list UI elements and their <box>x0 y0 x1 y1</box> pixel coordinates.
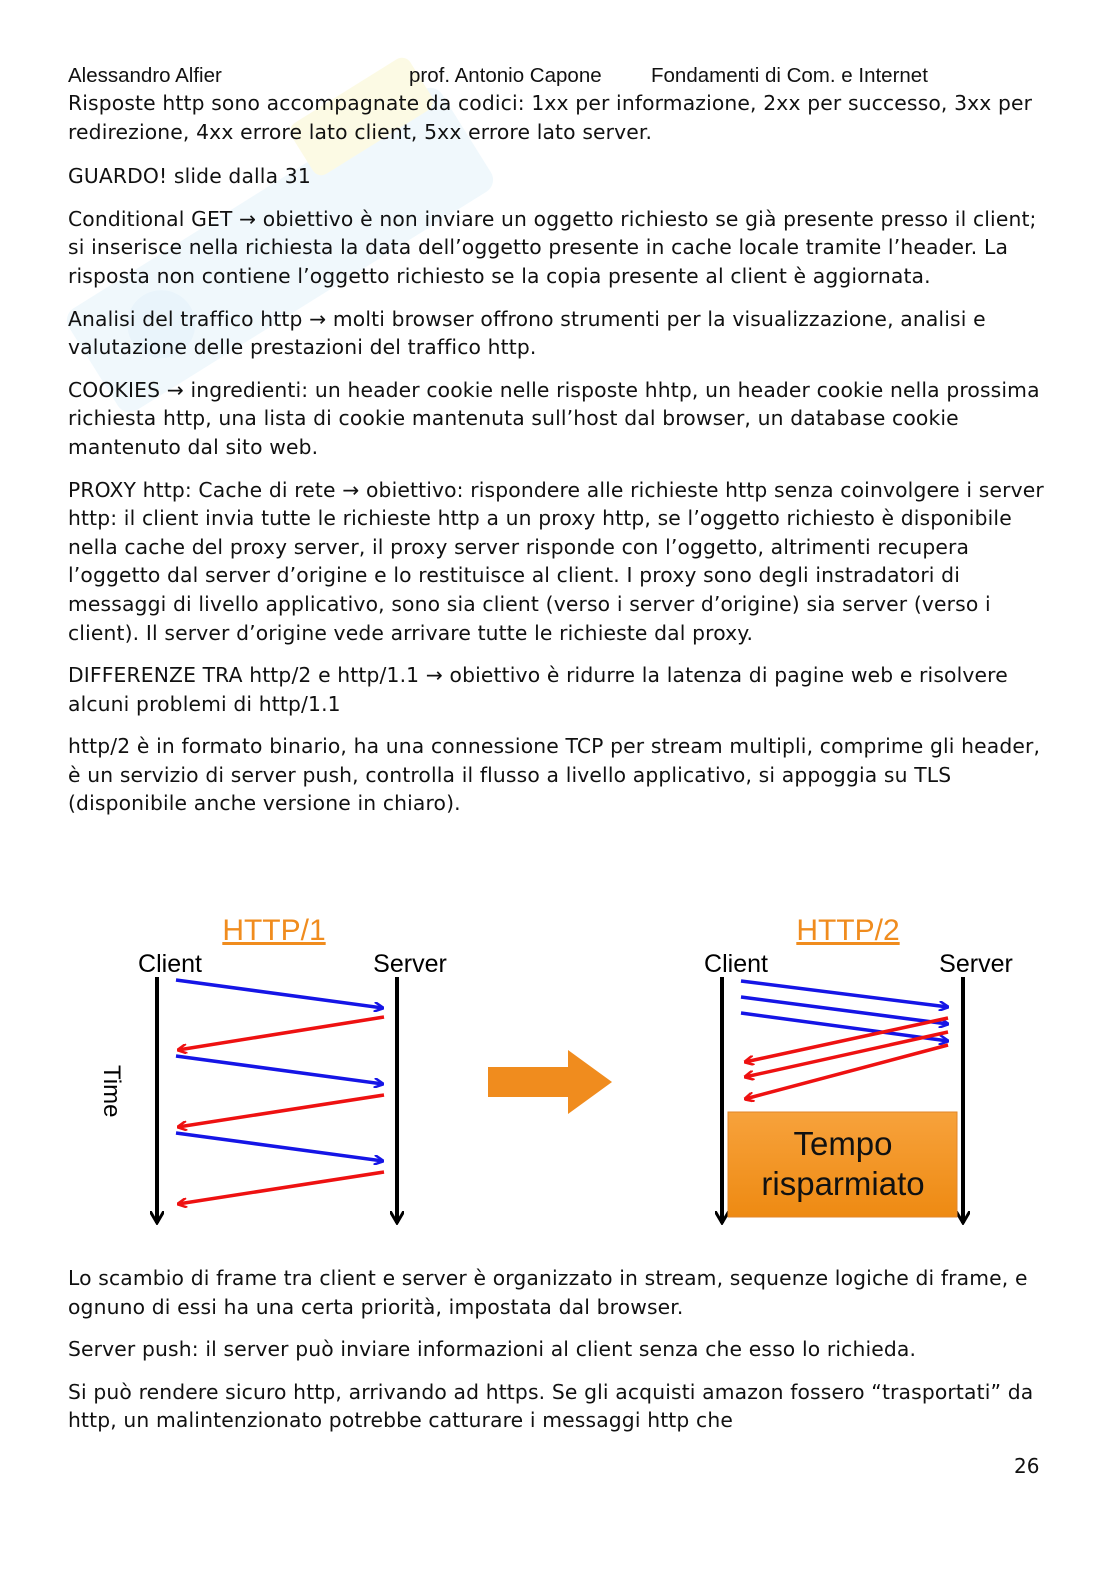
page-number: 26 <box>1014 1454 1040 1478</box>
paragraph-frame-streams: Lo scambio di frame tra client e server è organizzato in stream, sequenze logiche di frame, e ognuno di essi ha una certa priorità, impostata dal browser. <box>68 1266 1028 1319</box>
transition-arrow-icon <box>488 1050 612 1114</box>
http2-server-label: Server <box>939 950 1013 978</box>
paragraph-traffic-analysis: Analisi del traffico http → molti browser offrono strumenti per la visualizzazione, analisi e valutazione delle prestazioni del traffico http. <box>68 306 986 360</box>
http1-request-2 <box>176 1056 383 1084</box>
http2-title: HTTP/2 <box>796 914 900 947</box>
header-author: Alessandro Alfier <box>68 64 222 87</box>
http1-response-3 <box>178 1172 384 1204</box>
header-professor: prof. Antonio Capone <box>409 64 602 87</box>
http-diagram <box>90 905 1030 1240</box>
http2-request-2 <box>741 997 948 1024</box>
paragraph-slide-note: GUARDO! slide dalla 31 <box>68 164 311 189</box>
paragraph-cookies: COOKIES → ingredienti: un header cookie nelle risposte hhtp, un header cookie nella prossima richiesta http, una lista di cookie mantenuta sull’host dal browser, un database cookie mantenuto dal sito web. <box>68 377 1040 459</box>
saved-time-line-2: risparmiato <box>761 1165 925 1202</box>
http1-request-3 <box>176 1133 383 1161</box>
http1-title: HTTP/1 <box>222 914 326 947</box>
page-header <box>68 64 1048 90</box>
http1-client-label: Client <box>138 950 202 978</box>
http-comparison-figure <box>90 905 1030 1240</box>
http1-server-label: Server <box>373 950 447 978</box>
http2-request-3 <box>741 1013 948 1041</box>
paragraph-http2-differences: DIFFERENZE TRA http/2 e http/1.1 → obiettivo è ridurre la latenza di pagine web e risolvere alcuni problemi di http/1.1 <box>68 663 1008 716</box>
http2-request-1 <box>741 981 948 1007</box>
paragraph-https: Si può rendere sicuro http, arrivando ad https. Se gli acquisti amazon fossero “trasportati” da http, un malintenzionato potrebbe catturare i messaggi http che <box>68 1379 1034 1433</box>
paragraph-server-push: Server push: il server può inviare informazioni al client senza che esso lo richieda. <box>68 1337 917 1362</box>
lower-text <box>68 1264 1048 1449</box>
saved-time-line-1: Tempo <box>793 1125 893 1162</box>
http1-response-1 <box>178 1017 384 1050</box>
http2-client-label: Client <box>704 950 768 978</box>
paragraph-http-codes: Risposte http sono accompagnate da codici: 1xx per informazione, 2xx per successo, 3xx per redirezione, 4xx errore lato client, 5xx errore lato server. <box>68 91 1033 144</box>
paragraph-proxy: PROXY http: Cache di rete → obiettivo: rispondere alle richieste http senza coinvolgere i server http: il client invia tutte le richieste http a un proxy http, se l’oggetto richiesto è disponibile nella cache del proxy server, il proxy server risponde con l’oggetto, altrimenti recupera l’oggetto dal server d’origine e lo restituisce al client. I proxy sono degli instradatori di messaggi di livello applicativo, sono sia client (verso i server d’origine) sia server (verso i client). Il server d’origine vede arrivare tutte le richieste dal proxy. <box>68 477 1044 645</box>
http1-request-1 <box>176 980 383 1008</box>
header-course: Fondamenti di Com. e Internet <box>651 64 928 87</box>
main-text <box>68 89 1048 832</box>
paragraph-http2-features: http/2 è in formato binario, ha una connessione TCP per stream multipli, comprime gli header, è un servizio di server push, controlla il flusso a livello applicativo, si appoggia su TLS (disponibile anche versione in chiaro). <box>68 734 1041 816</box>
http1-response-2 <box>178 1095 384 1127</box>
paragraph-conditional-get: Conditional GET → obiettivo è non inviare un oggetto richiesto se già presente presso il client; si inserisce nella richiesta la data dell’oggetto presente in cache locale tramite l’header. La risposta non contiene l’oggetto richiesto se la copia presente al client è aggiornata. <box>68 206 1037 288</box>
time-label: Time <box>98 1065 125 1118</box>
